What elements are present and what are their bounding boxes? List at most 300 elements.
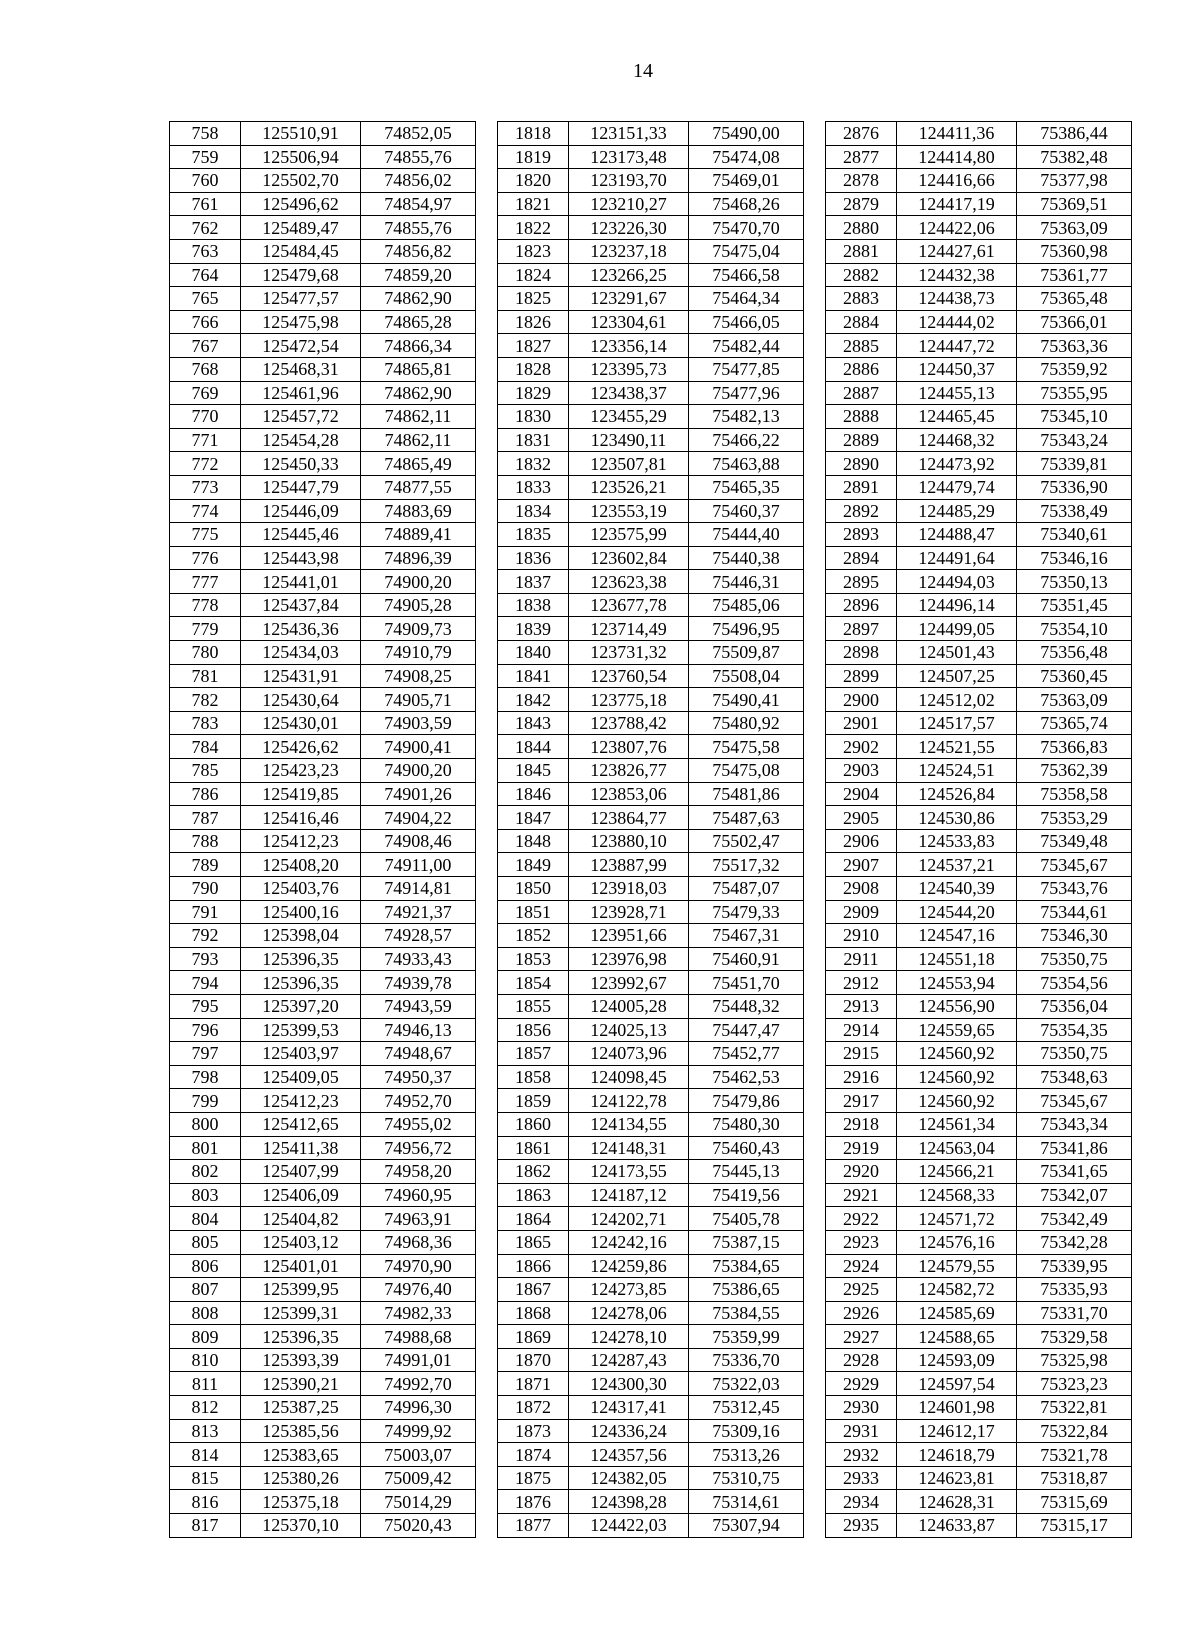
point-number-cell: 1855	[498, 994, 569, 1018]
column-separator	[476, 829, 498, 853]
column-separator	[476, 1301, 498, 1325]
coordinate-y-cell: 74908,46	[361, 829, 476, 853]
column-separator	[804, 570, 826, 594]
coordinate-y-cell: 75360,98	[1017, 239, 1132, 263]
coordinate-y-cell: 75490,00	[689, 122, 804, 146]
point-number-cell: 793	[170, 947, 241, 971]
coordinate-y-cell: 74900,20	[361, 759, 476, 783]
coordinate-x-cell: 124579,55	[897, 1254, 1017, 1278]
coordinate-y-cell: 74852,05	[361, 122, 476, 146]
table-row	[170, 381, 1132, 405]
table-row	[170, 1490, 1132, 1514]
coordinate-x-cell: 125403,97	[241, 1042, 361, 1066]
coordinate-x-cell: 124202,71	[569, 1207, 689, 1231]
coordinate-x-cell: 125375,18	[241, 1490, 361, 1514]
coordinate-x-cell: 124561,34	[897, 1112, 1017, 1136]
coordinate-y-cell: 75307,94	[689, 1514, 804, 1538]
coordinate-x-cell: 123575,99	[569, 523, 689, 547]
point-number-cell: 792	[170, 924, 241, 948]
table-row	[170, 994, 1132, 1018]
coordinate-x-cell: 125390,21	[241, 1372, 361, 1396]
column-separator	[804, 145, 826, 169]
column-separator	[804, 1207, 826, 1231]
column-separator	[476, 1254, 498, 1278]
coordinate-x-cell: 123826,77	[569, 759, 689, 783]
table-row	[170, 759, 1132, 783]
point-number-cell: 2901	[826, 711, 897, 735]
point-number-cell: 1829	[498, 381, 569, 405]
coordinate-x-cell: 124496,14	[897, 593, 1017, 617]
coordinate-y-cell: 75448,32	[689, 994, 804, 1018]
coordinate-x-cell: 123864,77	[569, 806, 689, 830]
column-separator	[476, 570, 498, 594]
column-separator	[804, 1065, 826, 1089]
point-number-cell: 2905	[826, 806, 897, 830]
table-row	[170, 169, 1132, 193]
point-number-cell: 2933	[826, 1466, 897, 1490]
coordinate-x-cell: 123788,42	[569, 711, 689, 735]
point-number-cell: 1875	[498, 1466, 569, 1490]
point-number-cell: 804	[170, 1207, 241, 1231]
point-number-cell: 2911	[826, 947, 897, 971]
column-separator	[804, 1018, 826, 1042]
table-row	[170, 971, 1132, 995]
column-separator	[804, 617, 826, 641]
coordinate-y-cell: 75323,23	[1017, 1372, 1132, 1396]
table-row	[170, 711, 1132, 735]
coordinate-x-cell: 124398,28	[569, 1490, 689, 1514]
column-separator	[804, 1396, 826, 1420]
point-number-cell: 1833	[498, 475, 569, 499]
coordinate-y-cell: 75480,92	[689, 711, 804, 735]
coordinate-y-cell: 75384,55	[689, 1301, 804, 1325]
point-number-cell: 815	[170, 1466, 241, 1490]
table-row	[170, 1230, 1132, 1254]
column-separator	[804, 1466, 826, 1490]
coordinate-y-cell: 75331,70	[1017, 1301, 1132, 1325]
table-row	[170, 641, 1132, 665]
column-separator	[804, 546, 826, 570]
coordinate-y-cell: 75487,07	[689, 877, 804, 901]
coordinate-y-cell: 74865,81	[361, 357, 476, 381]
column-separator	[804, 263, 826, 287]
table-row	[170, 664, 1132, 688]
column-separator	[476, 1396, 498, 1420]
point-number-cell: 1841	[498, 664, 569, 688]
coordinate-x-cell: 123151,33	[569, 122, 689, 146]
coordinate-x-cell: 124447,72	[897, 334, 1017, 358]
column-separator	[804, 169, 826, 193]
coordinate-y-cell: 75315,69	[1017, 1490, 1132, 1514]
coordinate-x-cell: 124278,10	[569, 1325, 689, 1349]
point-number-cell: 783	[170, 711, 241, 735]
column-separator	[476, 428, 498, 452]
coordinate-x-cell: 124560,92	[897, 1042, 1017, 1066]
coordinate-y-cell: 75384,65	[689, 1254, 804, 1278]
coordinate-x-cell: 124438,73	[897, 287, 1017, 311]
point-number-cell: 2925	[826, 1278, 897, 1302]
column-separator	[804, 239, 826, 263]
coordinate-x-cell: 124444,02	[897, 310, 1017, 334]
coordinate-x-cell: 124273,85	[569, 1278, 689, 1302]
coordinate-x-cell: 124507,25	[897, 664, 1017, 688]
table-row	[170, 145, 1132, 169]
coordinate-x-cell: 123775,18	[569, 688, 689, 712]
coordinate-y-cell: 75345,67	[1017, 1089, 1132, 1113]
point-number-cell: 1842	[498, 688, 569, 712]
column-separator	[804, 1278, 826, 1302]
point-number-cell: 2884	[826, 310, 897, 334]
coordinate-y-cell: 74911,00	[361, 853, 476, 877]
coordinate-y-cell: 74903,59	[361, 711, 476, 735]
coordinate-x-cell: 124517,57	[897, 711, 1017, 735]
point-number-cell: 1860	[498, 1112, 569, 1136]
point-number-cell: 1818	[498, 122, 569, 146]
column-separator	[476, 452, 498, 476]
table-row	[170, 334, 1132, 358]
coordinate-y-cell: 75462,53	[689, 1065, 804, 1089]
point-number-cell: 759	[170, 145, 241, 169]
table-row	[170, 452, 1132, 476]
table-row	[170, 735, 1132, 759]
point-number-cell: 2890	[826, 452, 897, 476]
column-separator	[476, 994, 498, 1018]
column-separator	[476, 1490, 498, 1514]
column-separator	[476, 877, 498, 901]
coordinate-y-cell: 75382,48	[1017, 145, 1132, 169]
point-number-cell: 770	[170, 405, 241, 429]
coordinate-y-cell: 75466,05	[689, 310, 804, 334]
coordinate-y-cell: 75354,35	[1017, 1018, 1132, 1042]
coordinate-y-cell: 75361,77	[1017, 263, 1132, 287]
point-number-cell: 1832	[498, 452, 569, 476]
point-number-cell: 2876	[826, 122, 897, 146]
coordinate-x-cell: 124560,92	[897, 1089, 1017, 1113]
point-number-cell: 772	[170, 452, 241, 476]
coordinate-x-cell: 125445,46	[241, 523, 361, 547]
coordinate-x-cell: 124540,39	[897, 877, 1017, 901]
coordinate-x-cell: 124533,83	[897, 829, 1017, 853]
column-separator	[804, 735, 826, 759]
table-row	[170, 1065, 1132, 1089]
coordinate-x-cell: 123880,10	[569, 829, 689, 853]
coordinate-x-cell: 124278,06	[569, 1301, 689, 1325]
coordinate-x-cell: 124122,78	[569, 1089, 689, 1113]
point-number-cell: 2898	[826, 641, 897, 665]
column-separator	[476, 735, 498, 759]
coordinate-x-cell: 125400,16	[241, 900, 361, 924]
coordinate-y-cell: 74905,71	[361, 688, 476, 712]
column-separator	[476, 499, 498, 523]
coordinate-x-cell: 124524,51	[897, 759, 1017, 783]
coordinate-x-cell: 124382,05	[569, 1466, 689, 1490]
table-row	[170, 829, 1132, 853]
coordinate-x-cell: 125489,47	[241, 216, 361, 240]
point-number-cell: 2899	[826, 664, 897, 688]
point-number-cell: 2919	[826, 1136, 897, 1160]
coordinate-x-cell: 123853,06	[569, 782, 689, 806]
point-number-cell: 1819	[498, 145, 569, 169]
coordinate-y-cell: 74865,49	[361, 452, 476, 476]
point-number-cell: 774	[170, 499, 241, 523]
coordinate-y-cell: 74862,11	[361, 405, 476, 429]
table-row	[170, 475, 1132, 499]
table-row	[170, 1254, 1132, 1278]
point-number-cell: 1877	[498, 1514, 569, 1538]
column-separator	[476, 924, 498, 948]
column-separator	[476, 405, 498, 429]
coordinate-y-cell: 75369,51	[1017, 192, 1132, 216]
coordinate-y-cell: 75314,61	[689, 1490, 804, 1514]
point-number-cell: 2915	[826, 1042, 897, 1066]
table-row	[170, 239, 1132, 263]
column-separator	[804, 1042, 826, 1066]
coordinate-y-cell: 75460,37	[689, 499, 804, 523]
table-row	[170, 287, 1132, 311]
coordinate-y-cell: 75346,16	[1017, 546, 1132, 570]
coordinate-x-cell: 123304,61	[569, 310, 689, 334]
coordinate-y-cell: 74865,28	[361, 310, 476, 334]
coordinate-y-cell: 74988,68	[361, 1325, 476, 1349]
coordinate-x-cell: 124521,55	[897, 735, 1017, 759]
coordinate-x-cell: 124098,45	[569, 1065, 689, 1089]
coordinate-x-cell: 125406,09	[241, 1183, 361, 1207]
point-number-cell: 800	[170, 1112, 241, 1136]
coordinate-x-cell: 124494,03	[897, 570, 1017, 594]
point-number-cell: 1831	[498, 428, 569, 452]
point-number-cell: 2897	[826, 617, 897, 641]
table-row	[170, 877, 1132, 901]
coordinate-x-cell: 124187,12	[569, 1183, 689, 1207]
coordinate-x-cell: 124287,43	[569, 1348, 689, 1372]
point-number-cell: 2910	[826, 924, 897, 948]
column-separator	[804, 1230, 826, 1254]
coordinate-y-cell: 74862,90	[361, 381, 476, 405]
point-number-cell: 2914	[826, 1018, 897, 1042]
coordinate-y-cell: 74948,67	[361, 1042, 476, 1066]
column-separator	[804, 523, 826, 547]
column-separator	[804, 499, 826, 523]
point-number-cell: 1870	[498, 1348, 569, 1372]
point-number-cell: 1843	[498, 711, 569, 735]
column-separator	[804, 664, 826, 688]
coordinate-y-cell: 75366,01	[1017, 310, 1132, 334]
coordinate-x-cell: 124417,19	[897, 192, 1017, 216]
point-number-cell: 1828	[498, 357, 569, 381]
coordinate-x-cell: 125383,65	[241, 1443, 361, 1467]
column-separator	[804, 782, 826, 806]
coordinate-y-cell: 75309,16	[689, 1419, 804, 1443]
coordinate-x-cell: 123455,29	[569, 405, 689, 429]
coordinate-x-cell: 125426,62	[241, 735, 361, 759]
coordinate-y-cell: 75445,13	[689, 1160, 804, 1184]
coordinate-x-cell: 124593,09	[897, 1348, 1017, 1372]
coordinate-y-cell: 75447,47	[689, 1018, 804, 1042]
point-number-cell: 764	[170, 263, 241, 287]
column-separator	[804, 334, 826, 358]
table-row	[170, 1301, 1132, 1325]
column-separator	[804, 806, 826, 830]
coordinate-y-cell: 75463,88	[689, 452, 804, 476]
table-row	[170, 546, 1132, 570]
coordinate-y-cell: 75343,34	[1017, 1112, 1132, 1136]
point-number-cell: 1866	[498, 1254, 569, 1278]
coordinate-y-cell: 75353,29	[1017, 806, 1132, 830]
column-separator	[476, 641, 498, 665]
coordinate-y-cell: 74963,91	[361, 1207, 476, 1231]
coordinate-x-cell: 125457,72	[241, 405, 361, 429]
point-number-cell: 1844	[498, 735, 569, 759]
column-separator	[476, 546, 498, 570]
coordinate-y-cell: 74946,13	[361, 1018, 476, 1042]
column-separator	[476, 806, 498, 830]
point-number-cell: 1854	[498, 971, 569, 995]
coordinate-x-cell: 125409,05	[241, 1065, 361, 1089]
coordinate-x-cell: 123976,98	[569, 947, 689, 971]
coordinate-x-cell: 124317,41	[569, 1396, 689, 1420]
coordinate-y-cell: 75312,45	[689, 1396, 804, 1420]
table-row	[170, 806, 1132, 830]
point-number-cell: 795	[170, 994, 241, 1018]
table-row	[170, 405, 1132, 429]
point-number-cell: 773	[170, 475, 241, 499]
column-separator	[476, 334, 498, 358]
page-number: 14	[633, 60, 653, 82]
point-number-cell: 2906	[826, 829, 897, 853]
table-row	[170, 1018, 1132, 1042]
point-number-cell: 2918	[826, 1112, 897, 1136]
coordinate-x-cell: 124300,30	[569, 1372, 689, 1396]
point-number-cell: 2894	[826, 546, 897, 570]
coordinate-y-cell: 75485,06	[689, 593, 804, 617]
point-number-cell: 785	[170, 759, 241, 783]
coordinate-x-cell: 124597,54	[897, 1372, 1017, 1396]
coordinate-x-cell: 125397,20	[241, 994, 361, 1018]
point-number-cell: 777	[170, 570, 241, 594]
point-number-cell: 2931	[826, 1419, 897, 1443]
coordinate-x-cell: 125461,96	[241, 381, 361, 405]
coordinate-x-cell: 124582,72	[897, 1278, 1017, 1302]
coordinate-x-cell: 124568,33	[897, 1183, 1017, 1207]
column-separator	[476, 357, 498, 381]
point-number-cell: 1839	[498, 617, 569, 641]
table-row	[170, 216, 1132, 240]
coordinate-x-cell: 123760,54	[569, 664, 689, 688]
point-number-cell: 768	[170, 357, 241, 381]
point-number-cell: 2878	[826, 169, 897, 193]
point-number-cell: 780	[170, 641, 241, 665]
coordinate-y-cell: 74901,26	[361, 782, 476, 806]
coordinate-x-cell: 125387,25	[241, 1396, 361, 1420]
point-number-cell: 809	[170, 1325, 241, 1349]
point-number-cell: 762	[170, 216, 241, 240]
coordinate-x-cell: 125430,01	[241, 711, 361, 735]
coordinate-y-cell: 75477,85	[689, 357, 804, 381]
point-number-cell: 2887	[826, 381, 897, 405]
coordinate-y-cell: 74900,41	[361, 735, 476, 759]
coordinate-x-cell: 124544,20	[897, 900, 1017, 924]
point-number-cell: 1862	[498, 1160, 569, 1184]
coordinate-x-cell: 124566,21	[897, 1160, 1017, 1184]
point-number-cell: 1856	[498, 1018, 569, 1042]
column-separator	[476, 239, 498, 263]
coordinate-y-cell: 75346,30	[1017, 924, 1132, 948]
coordinate-y-cell: 75386,65	[689, 1278, 804, 1302]
column-separator	[804, 593, 826, 617]
point-number-cell: 817	[170, 1514, 241, 1538]
coordinate-x-cell: 124488,47	[897, 523, 1017, 547]
coordinate-y-cell: 74952,70	[361, 1089, 476, 1113]
coordinate-y-cell: 75360,45	[1017, 664, 1132, 688]
point-number-cell: 1864	[498, 1207, 569, 1231]
point-number-cell: 1820	[498, 169, 569, 193]
coordinate-x-cell: 125436,36	[241, 617, 361, 641]
column-separator	[804, 452, 826, 476]
point-number-cell: 767	[170, 334, 241, 358]
coordinate-y-cell: 75469,01	[689, 169, 804, 193]
point-number-cell: 811	[170, 1372, 241, 1396]
point-number-cell: 790	[170, 877, 241, 901]
coordinate-x-cell: 125446,09	[241, 499, 361, 523]
point-number-cell: 2928	[826, 1348, 897, 1372]
point-number-cell: 1836	[498, 546, 569, 570]
column-separator	[804, 1514, 826, 1538]
column-separator	[476, 1325, 498, 1349]
coordinate-y-cell: 75470,70	[689, 216, 804, 240]
column-separator	[804, 216, 826, 240]
coordinate-x-cell: 125441,01	[241, 570, 361, 594]
table-row	[170, 1466, 1132, 1490]
table-row	[170, 1372, 1132, 1396]
column-separator	[804, 947, 826, 971]
point-number-cell: 799	[170, 1089, 241, 1113]
coordinate-x-cell: 124432,38	[897, 263, 1017, 287]
coordinate-y-cell: 74933,43	[361, 947, 476, 971]
point-number-cell: 2883	[826, 287, 897, 311]
point-number-cell: 807	[170, 1278, 241, 1302]
coordinate-y-cell: 74859,20	[361, 263, 476, 287]
point-number-cell: 1869	[498, 1325, 569, 1349]
coordinate-y-cell: 74877,55	[361, 475, 476, 499]
point-number-cell: 1840	[498, 641, 569, 665]
point-number-cell: 786	[170, 782, 241, 806]
coordinate-x-cell: 124468,32	[897, 428, 1017, 452]
column-separator	[804, 405, 826, 429]
point-number-cell: 797	[170, 1042, 241, 1066]
point-number-cell: 766	[170, 310, 241, 334]
point-number-cell: 1827	[498, 334, 569, 358]
point-number-cell: 1873	[498, 1419, 569, 1443]
point-number-cell: 796	[170, 1018, 241, 1042]
coordinate-x-cell: 125412,23	[241, 1089, 361, 1113]
coordinate-y-cell: 75343,76	[1017, 877, 1132, 901]
column-separator	[476, 782, 498, 806]
coordinate-x-cell: 125416,46	[241, 806, 361, 830]
coordinate-y-cell: 74999,92	[361, 1419, 476, 1443]
table-row	[170, 1325, 1132, 1349]
point-number-cell: 2921	[826, 1183, 897, 1207]
point-number-cell: 1823	[498, 239, 569, 263]
coordinate-y-cell: 75446,31	[689, 570, 804, 594]
coordinate-x-cell: 123807,76	[569, 735, 689, 759]
coordinate-y-cell: 75355,95	[1017, 381, 1132, 405]
column-separator	[476, 122, 498, 146]
coordinate-x-cell: 124025,13	[569, 1018, 689, 1042]
coordinate-y-cell: 75509,87	[689, 641, 804, 665]
coordinate-y-cell: 75365,74	[1017, 711, 1132, 735]
column-separator	[476, 1112, 498, 1136]
point-number-cell: 2930	[826, 1396, 897, 1420]
